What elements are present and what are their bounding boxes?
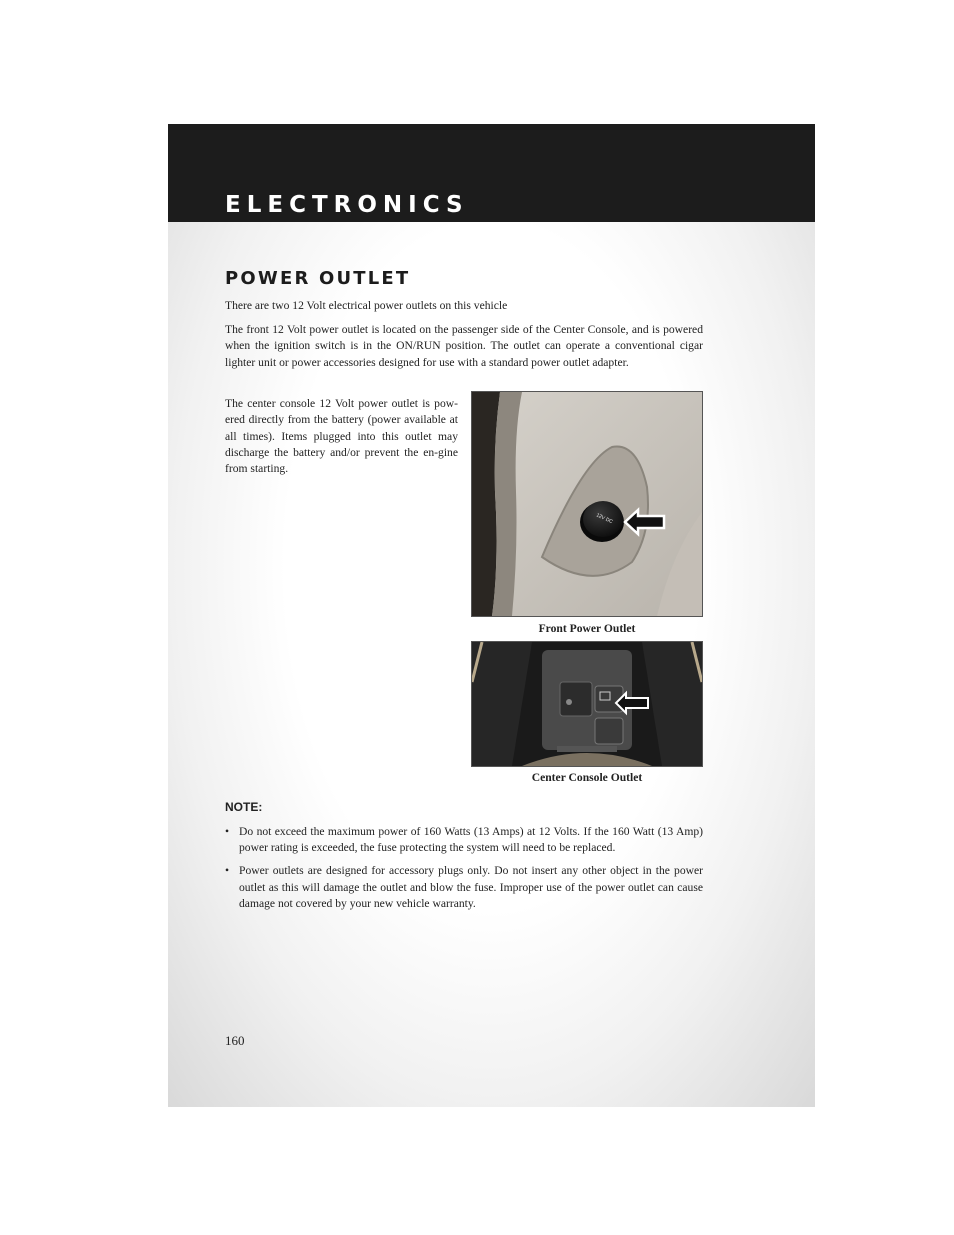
- console-outlet-caption: Center Console Outlet: [531, 771, 643, 784]
- chapter-header-band: [168, 124, 815, 222]
- section-title: POWER OUTLET: [225, 268, 411, 289]
- chapter-title: ELECTRONICS: [225, 192, 469, 218]
- note-label: NOTE:: [225, 800, 263, 814]
- note-item-text: Do not exceed the maximum power of 160 Watts (13 Amps) at 12 Volts. If the 160 Watt (13 Amp) power rating is exceeded, the fuse protecting the system will need to be replaced.: [239, 825, 703, 855]
- bullet-icon: •: [225, 825, 230, 838]
- note-item: [225, 863, 703, 912]
- front-outlet-caption: Front Power Outlet: [538, 622, 636, 635]
- note-item: [225, 824, 703, 856]
- manual-page: [168, 124, 815, 1107]
- page-number: 160: [225, 1033, 245, 1048]
- note-list: [225, 824, 703, 919]
- center-console-outlet-photo: [471, 641, 703, 767]
- intro-paragraph: There are two 12 Volt electrical power outlets on this vehicle: [225, 299, 508, 312]
- front-outlet-paragraph: The front 12 Volt power outlet is located on the passenger side of the Center Console, and is powered when the ignition switch is in the ON/RUN position. The outlet can operate a conventional cigar lighter unit or power accessories designed for use with a standard power outlet adapter.: [225, 323, 703, 369]
- front-power-outlet-photo: [471, 391, 703, 617]
- bullet-icon: •: [225, 864, 230, 878]
- note-item-text: Power outlets are designed for accessory plugs only. Do not insert any other object in the power outlet as this will damage the outlet and blow the fuse. Improper use of the power outlet can cause damage not covered by your new vehicle warranty.: [239, 864, 703, 910]
- console-outlet-paragraph: The center console 12 Volt power outlet is pow-ered directly from the battery (power available at all times). Items plugged into this outlet may discharge the battery and/or prevent the en-gine from starting.: [225, 397, 458, 476]
- outlet-cap-label: 12V DC: [595, 512, 614, 526]
